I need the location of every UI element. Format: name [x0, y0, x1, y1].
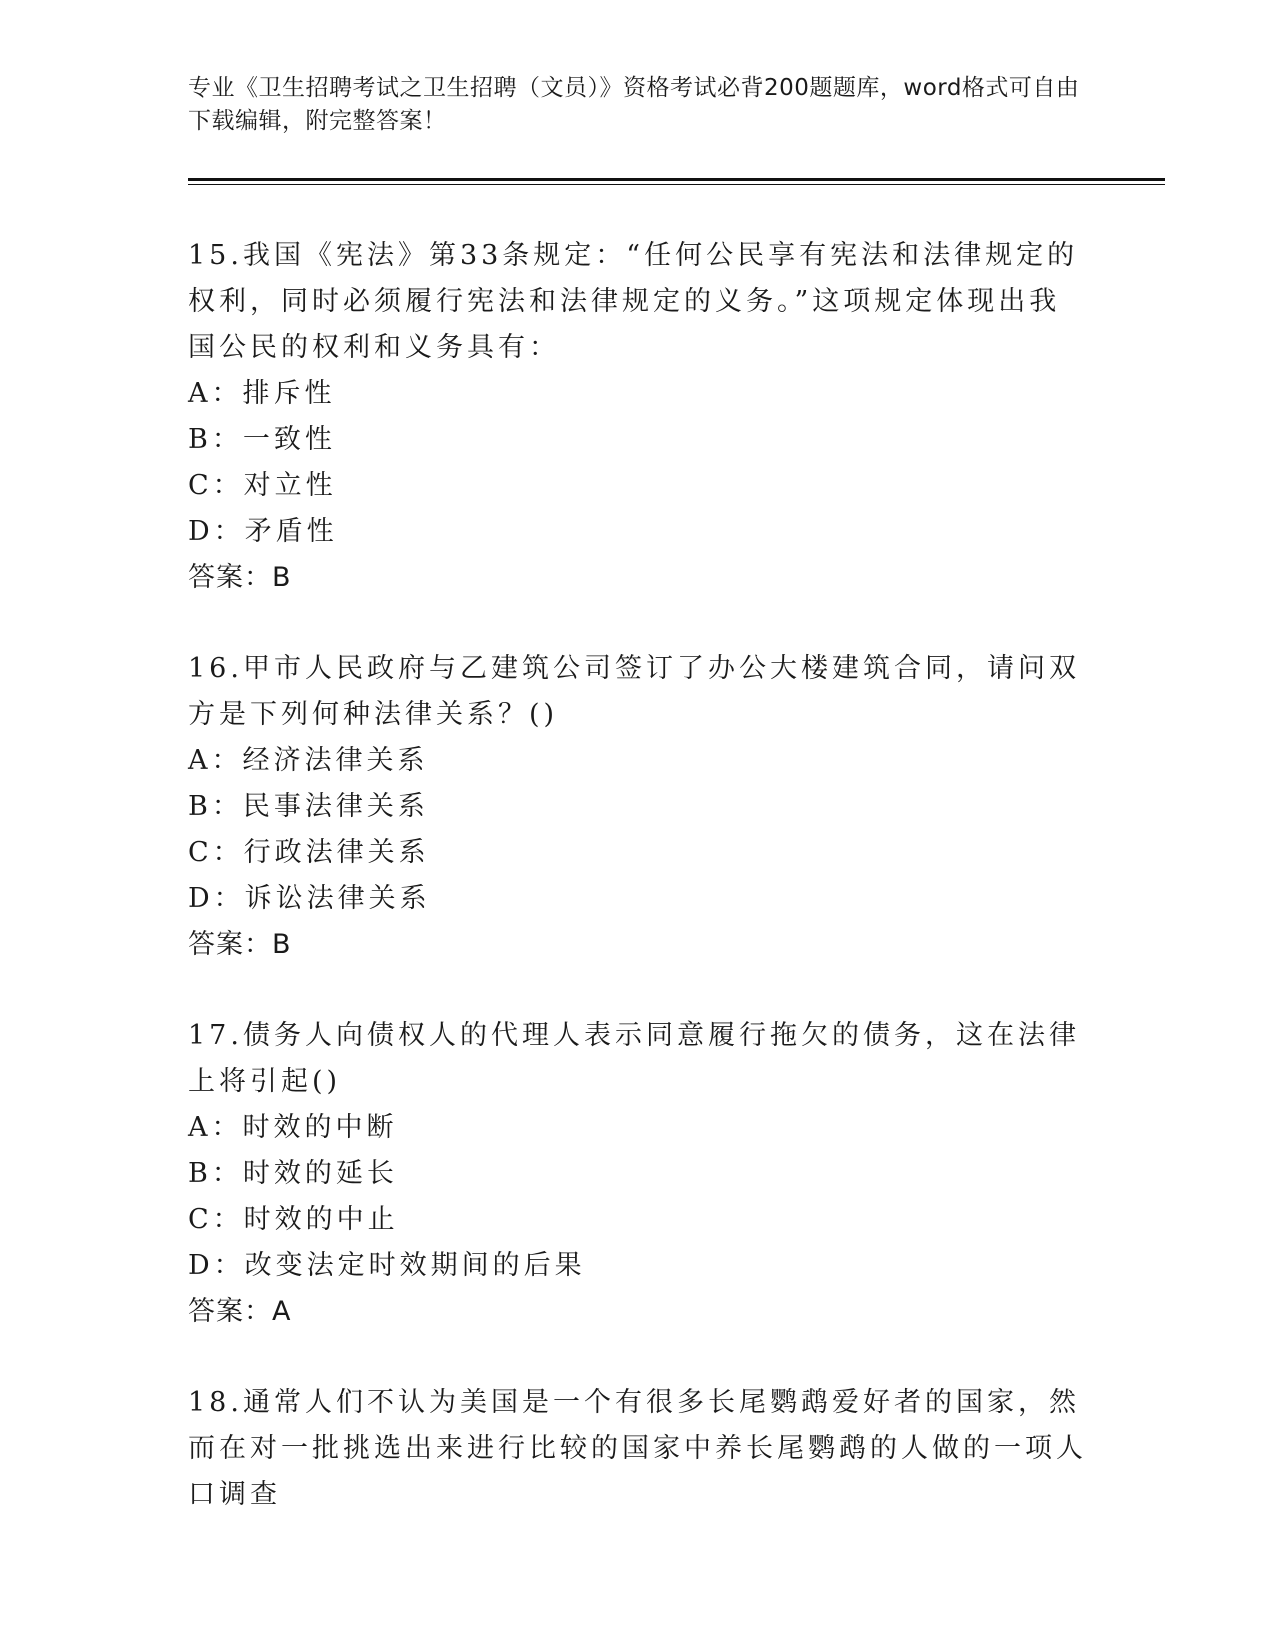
answer-text: 答案：A [188, 1296, 292, 1327]
option-a: A：排斥性 [188, 378, 336, 409]
option-d: D：诉讼法律关系 [188, 883, 431, 914]
answer-text: 答案：B [188, 929, 292, 960]
document-header: 专业《卫生招聘考试之卫生招聘（文员）》资格考试必背200题题库，word格式可自由下载编辑，附完整答案！ [188, 75, 1080, 134]
question-18 [188, 1380, 1088, 1518]
option-b: B：民事法律关系 [188, 791, 429, 822]
header-divider-thick [188, 178, 1165, 181]
option-c: C：行政法律关系 [188, 837, 430, 868]
question-17 [188, 1013, 1088, 1335]
option-a: A：时效的中断 [188, 1112, 398, 1143]
question-text: 15.我国《宪法》第33条规定：“任何公民享有宪法和法律规定的权利，同时必须履行宪法和法律规定的义务。”这项规定体现出我国公民的权利和义务具有： [188, 240, 1079, 363]
option-b: B：时效的延长 [188, 1158, 398, 1189]
option-b: B：一致性 [188, 424, 336, 455]
option-c: C：对立性 [188, 470, 337, 501]
option-d: D：改变法定时效期间的后果 [188, 1250, 586, 1281]
option-c: C：时效的中止 [188, 1204, 399, 1235]
question-15 [188, 233, 1088, 601]
question-text: 18.通常人们不认为美国是一个有很多长尾鹦鹉爱好者的国家，然而在对一批挑选出来进行比较的国家中养长尾鹦鹉的人做的一项人口调查 [188, 1387, 1087, 1510]
option-d: D：矛盾性 [188, 516, 338, 547]
header-divider-thin [188, 184, 1165, 185]
option-a: A：经济法律关系 [188, 745, 429, 776]
question-text: 17.债务人向债权人的代理人表示同意履行拖欠的债务，这在法律上将引起() [188, 1020, 1080, 1097]
question-16 [188, 646, 1088, 968]
question-text: 16.甲市人民政府与乙建筑公司签订了办公大楼建筑合同，请问双方是下列何种法律关系？() [188, 653, 1080, 730]
answer-text: 答案：B [188, 562, 292, 593]
